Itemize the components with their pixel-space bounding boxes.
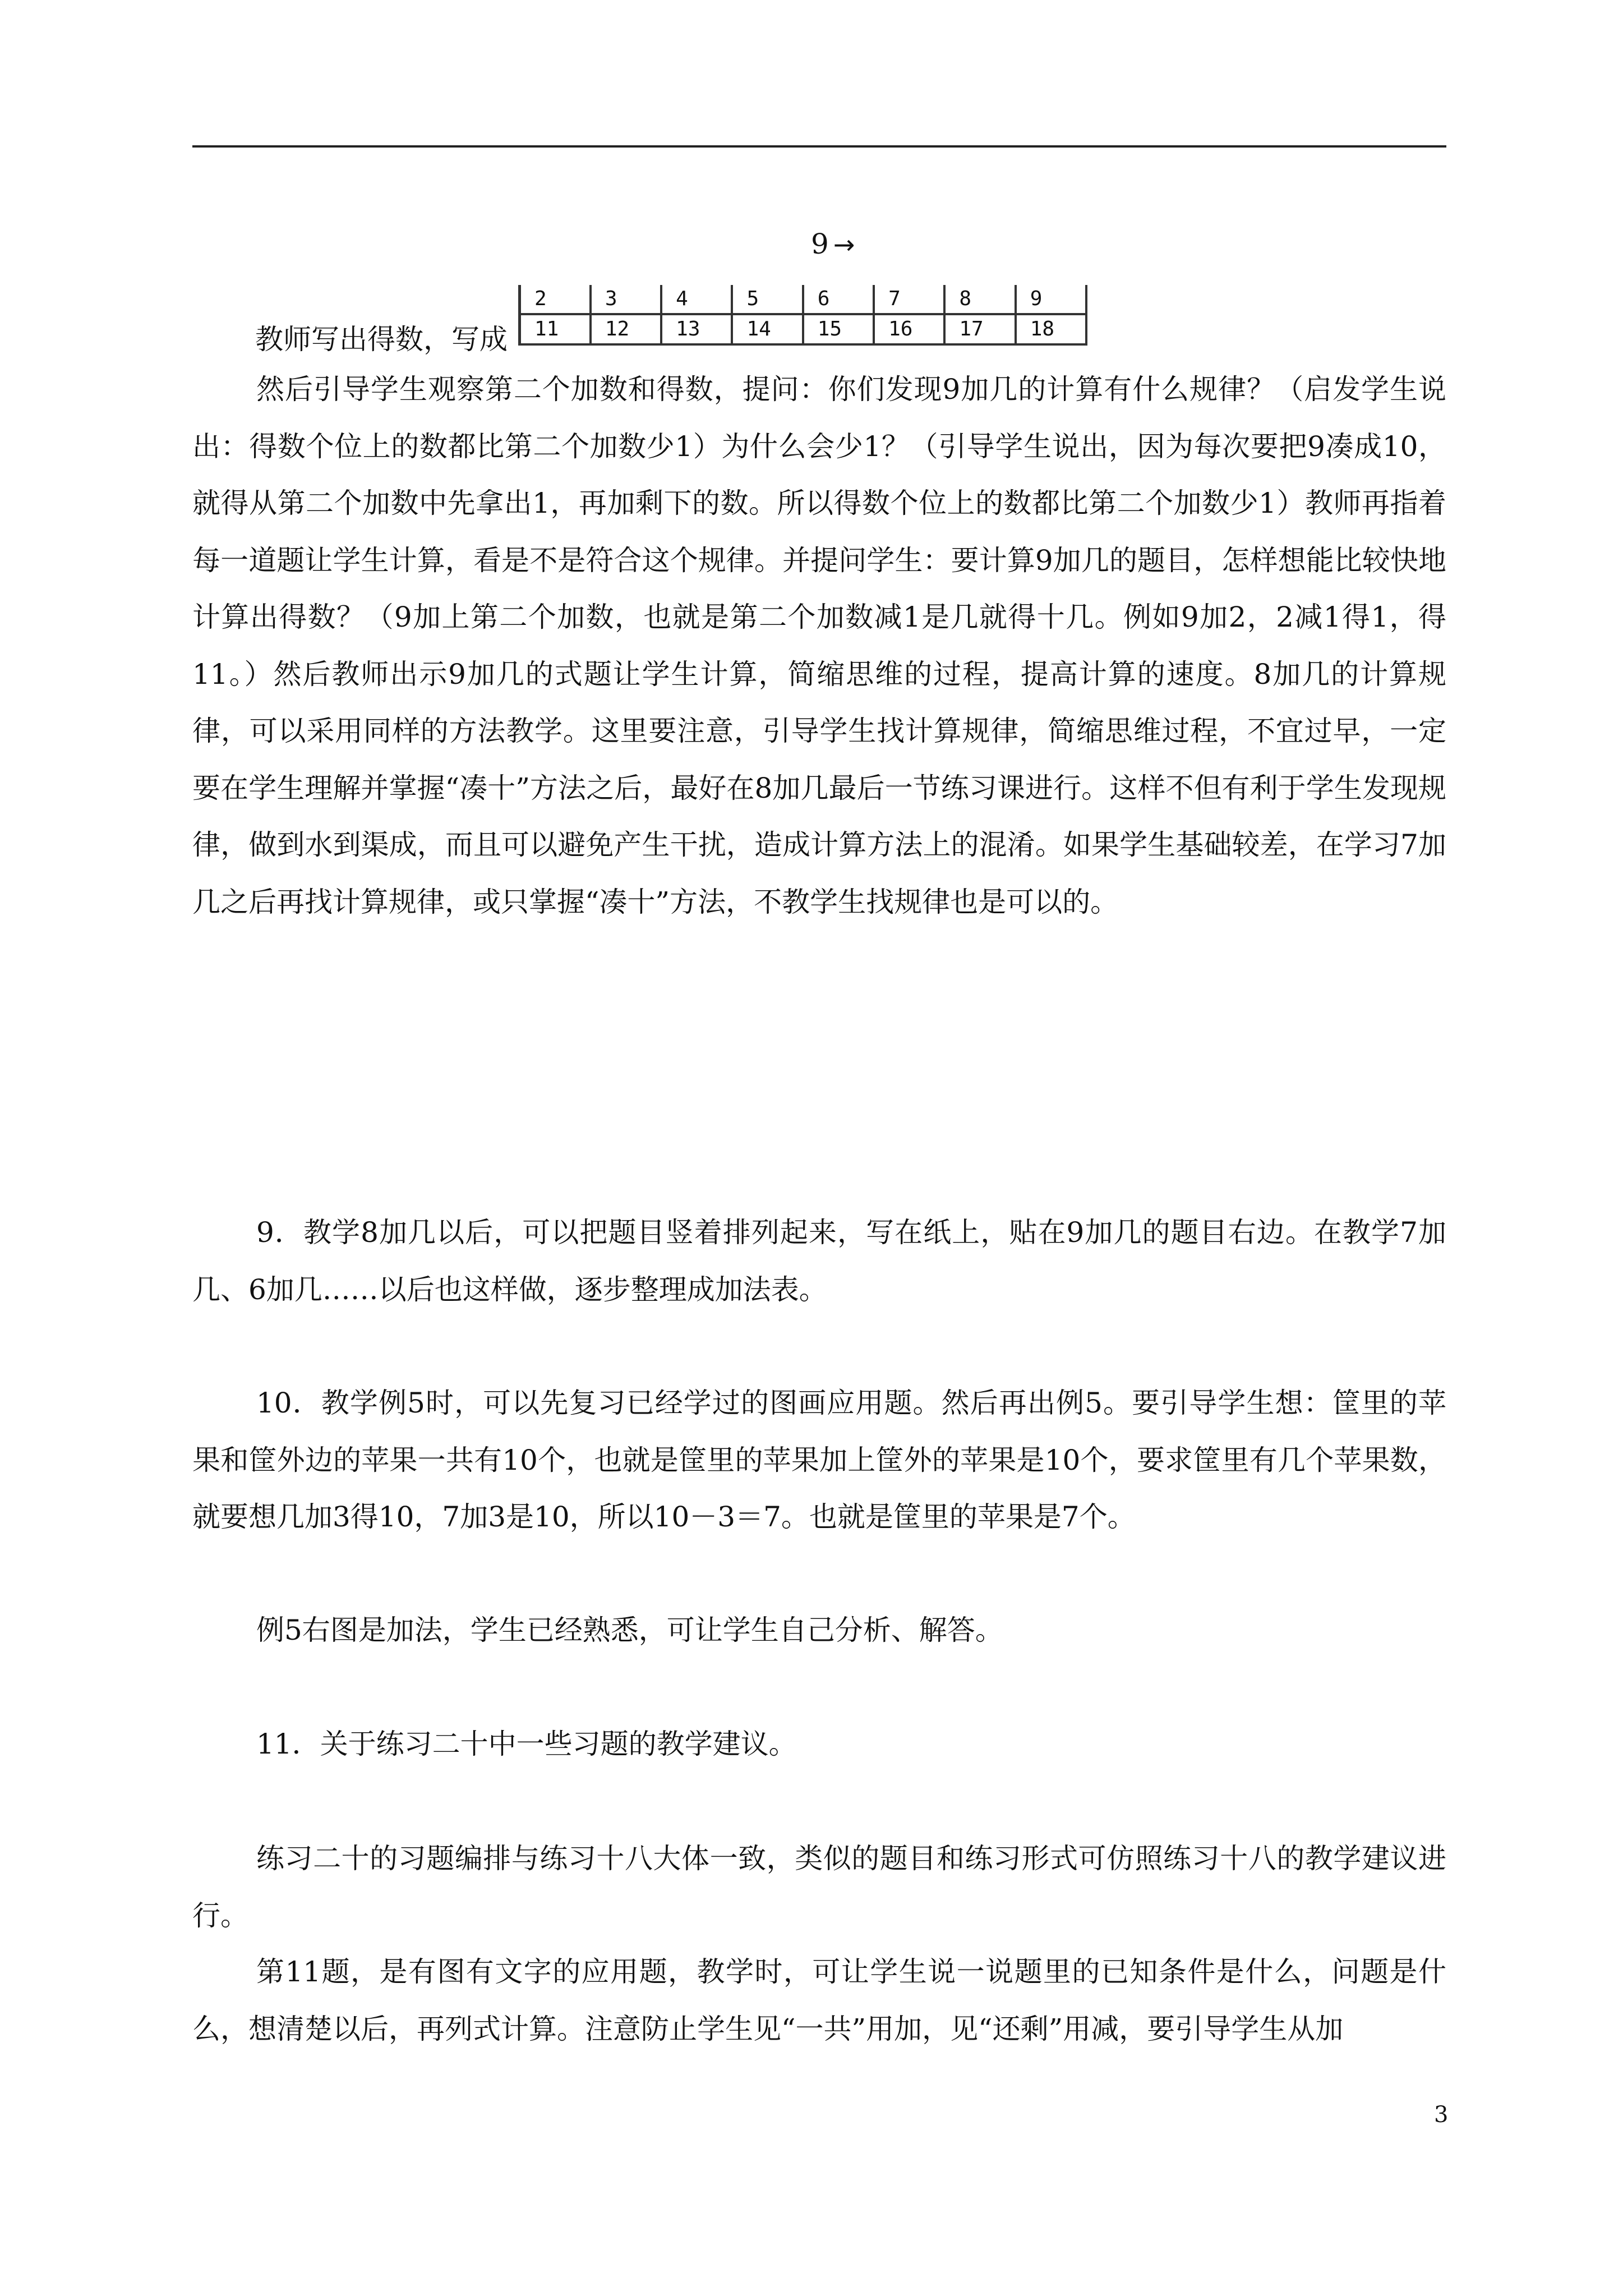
sum-cell: 14 — [732, 314, 803, 344]
paragraph-item-10: 10．教学例5时，可以先复习已经学过的图画应用题。然后再出例5。要引导学生想：筐里的苹果和筐外边的苹果一共有10个，也就是筐里的苹果加上筐外的苹果是10个，要求筐里有几个苹果数，就要想几加3得10，7加3是10，所以10－3＝7。也就是筐里的苹果是7个。 — [192, 1387, 1446, 1533]
sum-cell: 18 — [1016, 314, 1086, 344]
paragraph-item-11: 11．关于练习二十中一些习题的教学建议。 — [256, 1728, 797, 1760]
header-rule — [192, 145, 1446, 148]
nine-arrow-label — [811, 222, 855, 267]
paragraph-exercise-20: 练习二十的习题编排与练习十八大体一致，类似的题目和练习形式可仿照练习十八的教学建议进行。 — [192, 1842, 1446, 1932]
paragraph-example-5: 例5右图是加法，学生已经熟悉，可让学生自己分析、解答。 — [256, 1614, 1003, 1646]
sum-cell: 16 — [874, 314, 944, 344]
addend-row — [520, 285, 1087, 314]
addend-cell: 9 — [1016, 285, 1086, 314]
paragraph-question-11: 第11题，是有图有文字的应用题，教学时，可让学生说一说题里的已知条件是什么，问题是什么，想清楚以后，再列式计算。注意防止学生见“一共”用加，见“还剩”用减，要引导学生从加 — [192, 1955, 1446, 2045]
sum-cell: 11 — [520, 314, 591, 344]
addend-cell: 5 — [732, 285, 803, 314]
nine-plus-table — [518, 285, 1087, 346]
sum-cell: 15 — [803, 314, 874, 344]
right-arrow-icon: → — [833, 229, 855, 260]
sum-cell: 17 — [944, 314, 1015, 344]
table-caption: 教师写出得数，写成 — [255, 323, 508, 356]
page-number: 3 — [1434, 2102, 1449, 2128]
sum-row — [520, 314, 1087, 344]
sum-cell: 12 — [591, 314, 661, 344]
addend-cell: 8 — [944, 285, 1015, 314]
paragraph-item-9: 9．教学8加几以后，可以把题目竖着排列起来，写在纸上，贴在9加几的题目右边。在教学7加几、6加几……以后也这样做，逐步整理成加法表。 — [192, 1216, 1446, 1306]
addend-cell: 6 — [803, 285, 874, 314]
addend-cell: 4 — [661, 285, 732, 314]
addend-cell: 2 — [520, 285, 591, 314]
paragraph-pattern-explanation: 然后引导学生观察第二个加数和得数，提问：你们发现9加几的计算有什么规律？（启发学生说出：得数个位上的数都比第二个加数少1）为什么会少1？（引导学生说出，因为每次要把9凑成10，就得从第二个加数中先拿出1，再加剩下的数。所以得数个位上的数都比第二个加数少1）教师再指着每一道题让学生计算，看是不是符合这个规律。并提问学生：要计算9加几的题目，怎样想能比较快地计算出得数？（9加上第二个加数，也就是第二个加数减1是几就得十几。例如9加2，2减1得1，得11。）然后教师出示9加几的式题让学生计算，简缩思维的过程，提高计算的速度。8加几的计算规律，可以采用同样的方法教学。这里要注意，引导学生找计算规律，简缩思维过程，不宜过早，一定要在学生理解并掌握“凑十”方法之后，最好在8加几最后一节练习课进行。这样不但有利于学生发现规律，做到水到渠成，而且可以避免产生干扰，造成计算方法上的混淆。如果学生基础较差，在学习7加几之后再找计算规律，或只掌握“凑十”方法，不教学生找规律也是可以的。 — [192, 373, 1446, 918]
addend-cell: 7 — [874, 285, 944, 314]
nine-digit: 9 — [811, 228, 829, 260]
addend-cell: 3 — [591, 285, 661, 314]
sum-cell: 13 — [661, 314, 732, 344]
